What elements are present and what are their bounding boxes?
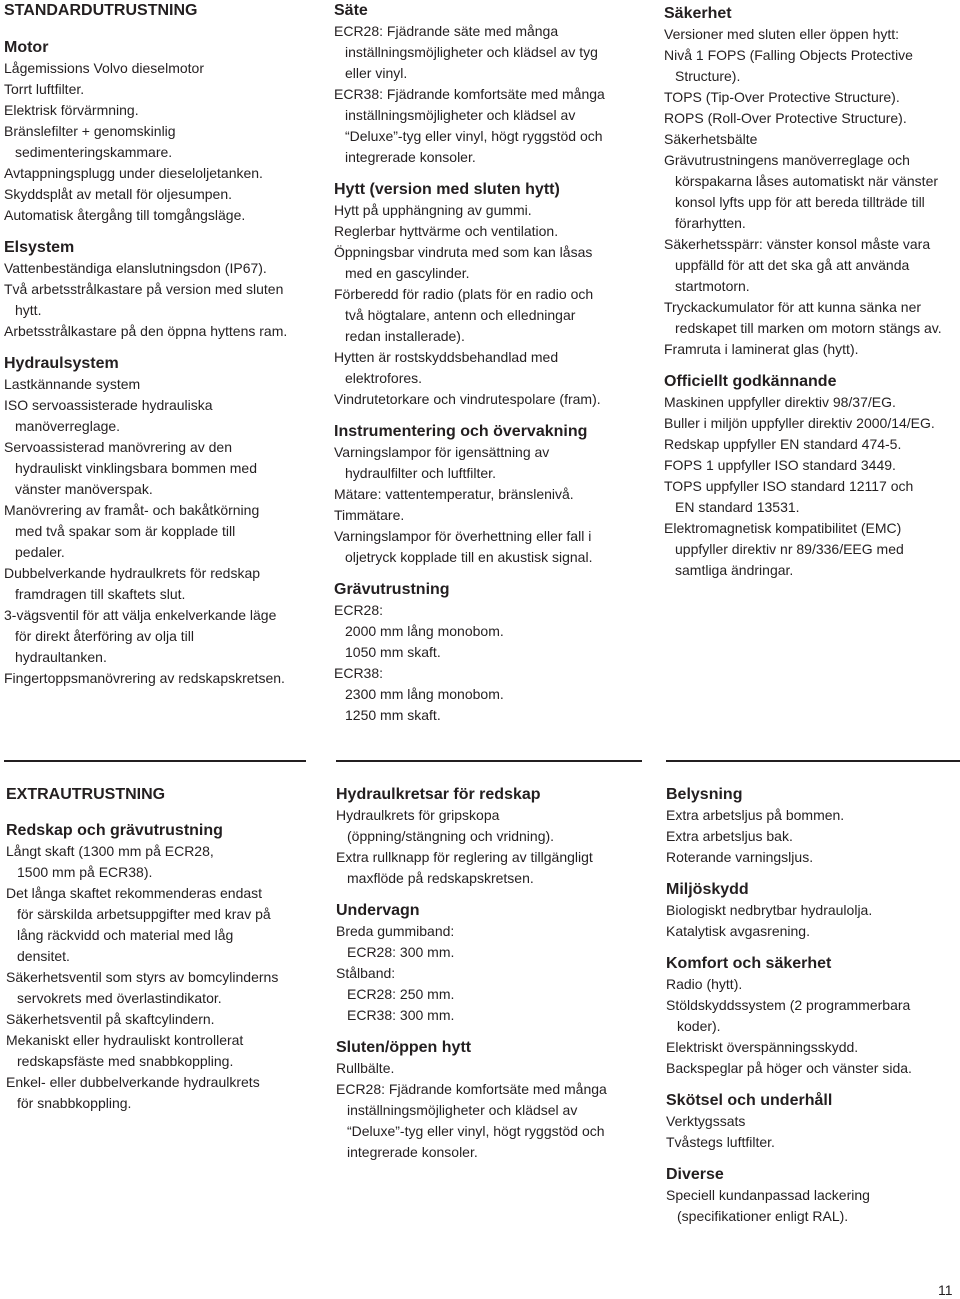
spec-list bbox=[4, 374, 314, 689]
section-divider bbox=[336, 760, 642, 762]
standard-column-2 bbox=[334, 0, 644, 726]
spec-line: Framruta i laminerat glas (hytt). bbox=[664, 341, 859, 357]
spec-group-heading: Sluten/öppen hytt bbox=[336, 1039, 472, 1056]
spec-line: EN standard 13531. bbox=[675, 499, 800, 515]
spec-line: startmotorn. bbox=[675, 278, 750, 294]
spec-line: Avtappningsplugg under dieseloljetanken. bbox=[4, 165, 263, 181]
spec-line: Redskap uppfyller EN standard 474-5. bbox=[664, 436, 902, 452]
spec-line: koder). bbox=[677, 1018, 721, 1034]
spec-group bbox=[336, 1037, 646, 1163]
spec-line: för snabbkoppling. bbox=[17, 1095, 132, 1111]
spec-line: Lastkännande system bbox=[4, 376, 141, 392]
spec-line: uppfyller direktiv nr 89/336/EEG med bbox=[675, 541, 904, 557]
spec-line: konsol lyfts upp för att bereda tillträde till bbox=[675, 194, 925, 210]
spec-list bbox=[666, 974, 960, 1079]
standard-equipment-title: STANDARDUTRUSTNING bbox=[4, 2, 198, 19]
spec-line: oljetryck kopplade till en akustisk signal. bbox=[345, 549, 593, 565]
spec-line: Dubbelverkande hydraulkrets för redskap bbox=[4, 565, 261, 581]
spec-line: eller vinyl. bbox=[345, 65, 408, 81]
spec-line: Grävutrustningens manöverreglage och bbox=[664, 152, 910, 168]
spec-line: framdragen till skaftets slut. bbox=[15, 586, 186, 602]
spec-line: 1500 mm på ECR38). bbox=[17, 864, 153, 880]
spec-line: förarhytten. bbox=[675, 215, 746, 231]
spec-line: manöverreglage. bbox=[15, 418, 121, 434]
spec-line: Radio (hytt). bbox=[666, 976, 743, 992]
spec-group bbox=[666, 784, 960, 868]
spec-line: Förberedd för radio (plats för en radio och bbox=[334, 286, 594, 302]
spec-line: ROPS (Roll-Over Protective Structure). bbox=[664, 110, 907, 126]
spec-line: hydraultanken. bbox=[15, 649, 107, 665]
spec-list bbox=[336, 1058, 646, 1163]
spec-group bbox=[334, 579, 644, 726]
spec-line: ECR28: 250 mm. bbox=[347, 986, 455, 1002]
spec-line: Fingertoppsmanövrering av redskapskretsen. bbox=[4, 670, 285, 686]
spec-line: Breda gummiband: bbox=[336, 923, 455, 939]
spec-line: Backspeglar på höger och vänster sida. bbox=[666, 1060, 912, 1076]
spec-line: maxflöde på redskapskretsen. bbox=[347, 870, 534, 886]
spec-line: redskapet till marken om motorn stängs av. bbox=[675, 320, 942, 336]
spec-line: 1250 mm skaft. bbox=[345, 707, 441, 723]
spec-line: servokrets med överlastindikator. bbox=[17, 990, 222, 1006]
optional-column-3 bbox=[666, 784, 960, 1227]
spec-line: Långt skaft (1300 mm på ECR28, bbox=[6, 843, 214, 859]
section-divider bbox=[666, 760, 960, 762]
spec-line: Servoassisterad manövrering av den bbox=[4, 439, 233, 455]
spec-line: ISO servoassisterade hydrauliska bbox=[4, 397, 213, 413]
optional-column-1 bbox=[6, 820, 316, 1114]
spec-group-heading: Miljöskydd bbox=[666, 881, 749, 898]
spec-group bbox=[334, 179, 644, 410]
spec-group-heading: Hytt (version med sluten hytt) bbox=[334, 181, 560, 198]
spec-line: vänster manöverspak. bbox=[15, 481, 153, 497]
spec-list bbox=[666, 805, 960, 868]
spec-line: FOPS 1 uppfyller ISO standard 3449. bbox=[664, 457, 896, 473]
spec-line: (öppning/stängning och vridning). bbox=[347, 828, 555, 844]
spec-line: Extra arbetsljus bak. bbox=[666, 828, 793, 844]
spec-list bbox=[666, 1185, 960, 1227]
spec-line: Två arbetsstrålkastare på version med sluten bbox=[4, 281, 284, 297]
spec-group bbox=[664, 3, 960, 360]
spec-group-heading: Diverse bbox=[666, 1166, 724, 1183]
spec-line: 3-vägsventil för att välja enkelverkande läge bbox=[4, 607, 277, 623]
spec-group-heading: Hydraulsystem bbox=[4, 355, 119, 372]
spec-line: uppfälld för att det ska gå att använda bbox=[675, 257, 910, 273]
spec-list bbox=[336, 921, 646, 1026]
spec-line: Tryckackumulator för att kunna sänka ner bbox=[664, 299, 922, 315]
spec-group-heading: Skötsel och underhåll bbox=[666, 1092, 833, 1109]
spec-line: ECR28: Fjädrande säte med många bbox=[334, 23, 559, 39]
spec-line: 1050 mm skaft. bbox=[345, 644, 441, 660]
spec-line: Vindrutetorkare och vindrutespolare (fram). bbox=[334, 391, 601, 407]
spec-line: Elektromagnetisk kompatibilitet (EMC) bbox=[664, 520, 902, 536]
spec-line: inställningsmöjligheter och klädsel av bbox=[345, 107, 576, 123]
spec-group bbox=[334, 421, 644, 568]
spec-group-heading: Säte bbox=[334, 2, 368, 19]
spec-line: Säkerhetsspärr: vänster konsol måste vara bbox=[664, 236, 931, 252]
spec-list bbox=[6, 841, 316, 1114]
spec-line: Timmätare. bbox=[334, 507, 405, 523]
spec-group-heading: Belysning bbox=[666, 786, 743, 803]
spec-line: Mekaniskt eller hydrauliskt kontrollerat bbox=[6, 1032, 244, 1048]
spec-group bbox=[666, 953, 960, 1079]
spec-list bbox=[334, 600, 644, 726]
spec-line: Säkerhetsventil på skaftcylindern. bbox=[6, 1011, 215, 1027]
spec-line: “Deluxe”-tyg eller vinyl, högt ryggstöd och bbox=[347, 1123, 605, 1139]
spec-line: (specifikationer enligt RAL). bbox=[677, 1208, 849, 1224]
spec-line: elektrofores. bbox=[345, 370, 423, 386]
spec-line: två högtalare, antenn och elledningar bbox=[345, 307, 576, 323]
standard-column-3 bbox=[664, 3, 960, 581]
spec-line: Automatisk återgång till tomgångsläge. bbox=[4, 207, 246, 223]
spec-line: Hydraulkrets för gripskopa bbox=[336, 807, 500, 823]
spec-line: Roterande varningsljus. bbox=[666, 849, 814, 865]
spec-line: Enkel- eller dubbelverkande hydraulkrets bbox=[6, 1074, 260, 1090]
spec-line: Skyddsplåt av metall för oljesumpen. bbox=[4, 186, 232, 202]
spec-line: Säkerhetsbälte bbox=[664, 131, 758, 147]
spec-line: inställningsmöjligheter och klädsel av tyg bbox=[345, 44, 598, 60]
page-number: 11 bbox=[938, 1282, 953, 1298]
spec-line: Speciell kundanpassad lackering bbox=[666, 1187, 870, 1203]
spec-line: Biologiskt nedbrytbar hydraulolja. bbox=[666, 902, 873, 918]
spec-line: med en gascylinder. bbox=[345, 265, 470, 281]
spec-line: densitet. bbox=[17, 948, 70, 964]
spec-line: Hytten är rostskyddsbehandlad med bbox=[334, 349, 559, 365]
spec-line: Elektriskt överspänningsskydd. bbox=[666, 1039, 859, 1055]
spec-line: integrerade konsoler. bbox=[345, 149, 476, 165]
spec-group bbox=[336, 900, 646, 1026]
optional-column-2 bbox=[336, 784, 646, 1163]
spec-group bbox=[666, 1164, 960, 1227]
spec-group bbox=[666, 1090, 960, 1153]
spec-line: Rullbälte. bbox=[336, 1060, 395, 1076]
spec-group-heading: Redskap och grävutrustning bbox=[6, 822, 223, 839]
spec-line: Varningslampor för överhettning eller fall i bbox=[334, 528, 592, 544]
spec-line: sedimenteringskammare. bbox=[15, 144, 173, 160]
spec-line: ECR38: 300 mm. bbox=[347, 1007, 455, 1023]
spec-line: pedaler. bbox=[15, 544, 65, 560]
spec-line: ECR38: Fjädrande komfortsäte med många bbox=[334, 86, 605, 102]
spec-line: Reglerbar hyttvärme och ventilation. bbox=[334, 223, 559, 239]
spec-line: Tvåstegs luftfilter. bbox=[666, 1134, 775, 1150]
spec-line: för särskilda arbetsuppgifter med krav på bbox=[17, 906, 271, 922]
spec-list bbox=[334, 21, 644, 168]
spec-line: Katalytisk avgasrening. bbox=[666, 923, 810, 939]
spec-group bbox=[4, 353, 314, 689]
spec-line: Buller i miljön uppfyller direktiv 2000/14/EG. bbox=[664, 415, 935, 431]
spec-line: med två spakar som är kopplade till bbox=[15, 523, 236, 539]
spec-line: Vattenbeständiga elanslutningsdon (IP67). bbox=[4, 260, 267, 276]
spec-list bbox=[4, 58, 314, 226]
spec-line: Extra arbetsljus på bommen. bbox=[666, 807, 845, 823]
spec-line: Öppningsbar vindruta med som kan låsas bbox=[334, 244, 593, 260]
spec-line: ECR28: 300 mm. bbox=[347, 944, 455, 960]
spec-group-heading: Motor bbox=[4, 39, 49, 56]
spec-list bbox=[664, 392, 960, 581]
spec-line: Hytt på upphängning av gummi. bbox=[334, 202, 532, 218]
spec-line: redan installerade). bbox=[345, 328, 465, 344]
spec-line: TOPS (Tip-Over Protective Structure). bbox=[664, 89, 900, 105]
spec-group-heading: Komfort och säkerhet bbox=[666, 955, 832, 972]
spec-line: körspakarna låses automatiskt när vänster bbox=[675, 173, 939, 189]
spec-line: Säkerhetsventil som styrs av bomcylinderns bbox=[6, 969, 279, 985]
section-divider bbox=[4, 760, 306, 762]
spec-list bbox=[664, 24, 960, 360]
spec-group-heading: Officiellt godkännande bbox=[664, 373, 837, 390]
spec-group-heading: Elsystem bbox=[4, 239, 75, 256]
spec-group bbox=[4, 37, 314, 226]
spec-group bbox=[666, 879, 960, 942]
spec-line: Verktygssats bbox=[666, 1113, 746, 1129]
spec-group-heading: Instrumentering och övervakning bbox=[334, 423, 588, 440]
spec-line: Varningslampor för igensättning av bbox=[334, 444, 550, 460]
spec-line: 2000 mm lång monobom. bbox=[345, 623, 504, 639]
spec-list bbox=[666, 1111, 960, 1153]
spec-line: Maskinen uppfyller direktiv 98/37/EG. bbox=[664, 394, 896, 410]
spec-group-heading: Hydraulkretsar för redskap bbox=[336, 786, 541, 803]
spec-line: Lågemissions Volvo dieselmotor bbox=[4, 60, 204, 76]
spec-group-heading: Grävutrustning bbox=[334, 581, 450, 598]
spec-list bbox=[4, 258, 314, 342]
standard-column-1 bbox=[4, 37, 314, 689]
spec-line: Mätare: vattentemperatur, bränslenivå. bbox=[334, 486, 574, 502]
spec-line: Manövrering av framåt- och bakåtkörning bbox=[4, 502, 260, 518]
spec-list bbox=[336, 805, 646, 889]
spec-line: Nivå 1 FOPS (Falling Objects Protective bbox=[664, 47, 913, 63]
spec-group bbox=[4, 237, 314, 342]
spec-line: inställningsmöjligheter och klädsel av bbox=[347, 1102, 578, 1118]
spec-list bbox=[334, 442, 644, 568]
spec-line: 2300 mm lång monobom. bbox=[345, 686, 504, 702]
spec-line: redskapsfäste med snabbkoppling. bbox=[17, 1053, 234, 1069]
spec-line: Bränslefilter + genomskinlig bbox=[4, 123, 176, 139]
spec-line: för direkt återföring av olja till bbox=[15, 628, 194, 644]
spec-line: Stålband: bbox=[336, 965, 396, 981]
spec-line: hydraulfilter och luftfilter. bbox=[345, 465, 496, 481]
spec-line: Elektrisk förvärmning. bbox=[4, 102, 139, 118]
spec-line: TOPS uppfyller ISO standard 12117 och bbox=[664, 478, 914, 494]
spec-group bbox=[334, 0, 644, 168]
spec-group bbox=[664, 371, 960, 581]
spec-line: ECR38: bbox=[334, 665, 384, 681]
spec-line: samtliga ändringar. bbox=[675, 562, 794, 578]
spec-line: “Deluxe”-tyg eller vinyl, högt ryggstöd och bbox=[345, 128, 603, 144]
spec-line: integrerade konsoler. bbox=[347, 1144, 478, 1160]
spec-group-heading: Undervagn bbox=[336, 902, 420, 919]
spec-line: Structure). bbox=[675, 68, 741, 84]
spec-line: ECR28: Fjädrande komfortsäte med många bbox=[336, 1081, 607, 1097]
spec-group-heading: Säkerhet bbox=[664, 5, 732, 22]
spec-group bbox=[336, 784, 646, 889]
spec-line: ECR28: bbox=[334, 602, 384, 618]
optional-equipment-title: EXTRAUTRUSTNING bbox=[6, 786, 166, 803]
spec-line: hydrauliskt vinklingsbara bommen med bbox=[15, 460, 257, 476]
spec-line: Arbetsstrålkastare på den öppna hyttens ram. bbox=[4, 323, 288, 339]
spec-line: Torrt luftfilter. bbox=[4, 81, 85, 97]
spec-list bbox=[334, 200, 644, 410]
spec-line: Det långa skaftet rekommenderas endast bbox=[6, 885, 263, 901]
spec-line: Extra rullknapp för reglering av tillgängligt bbox=[336, 849, 593, 865]
spec-group bbox=[6, 820, 316, 1114]
spec-line: hytt. bbox=[15, 302, 42, 318]
spec-line: Stöldskyddssystem (2 programmerbara bbox=[666, 997, 911, 1013]
spec-line: Versioner med sluten eller öppen hytt: bbox=[664, 26, 900, 42]
spec-list bbox=[666, 900, 960, 942]
spec-line: lång räckvidd och material med låg bbox=[17, 927, 234, 943]
